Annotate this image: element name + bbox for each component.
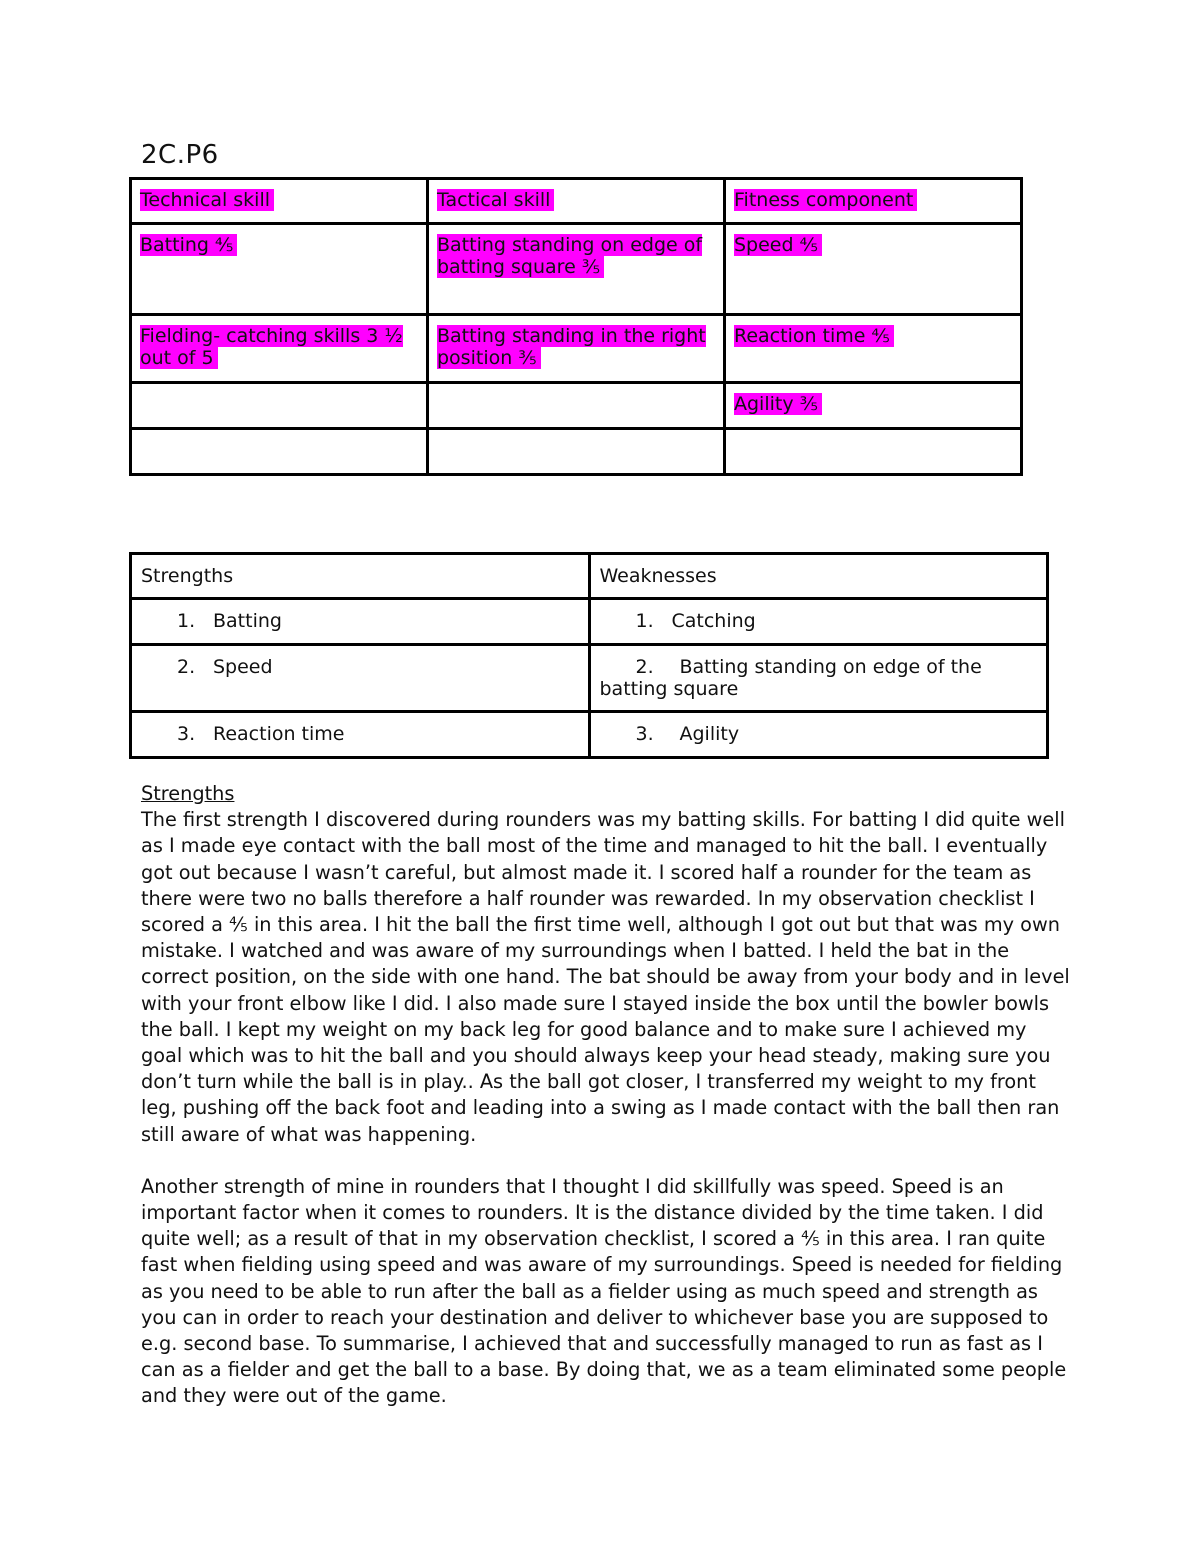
table-cell: Reaction time ⅘ xyxy=(725,315,1022,383)
strength-item: 3. Reaction time xyxy=(131,712,590,758)
paragraph: The first strength I discovered during rounders was my batting skills. For batting I did quite well as I made eye contact with the ball most of the time and managed to hit the ball. I eventually got out because I wasn’t careful, but almost made it. I scored half a rounder for the team as there were two no balls therefore a half rounder was rewarded. In my observation checklist I scored a ⅘ in this area. I hit the ball the first time well, although I got out but that was my own mistake. I watched and was aware of my surroundings when I batted. I held the bat in the correct position, on the side with one hand. The bat should be away from your body and in level with your front elbow like I did. I also made sure I stayed inside the box until the bowler bowls the ball. I kept my weight on my back leg for good balance and to make sure I achieved my goal which was to hit the ball and you should always keep your head steady, making sure you don’t turn while the ball is in play.. As the ball got closer, I transferred my weight to my front leg, pushing off the back foot and leading into a swing as I made contact with the ball then ran still aware of what was happening. xyxy=(141,808,1070,1146)
strength-item: 2. Speed xyxy=(131,645,590,712)
strengths-weaknesses-table xyxy=(129,552,1049,759)
table-cell: Fielding- catching skills 3 ½ out of 5 xyxy=(131,315,428,383)
paragraph: Another strength of mine in rounders that I thought I did skillfully was speed. Speed is an important factor when it comes to rounders. It is the distance divided by the time taken. I did quite well; as a result of that in my observation checklist, I scored a ⅘ in this area. I ran quite fast when fielding using speed and was aware of my surroundings. Speed is needed for fielding as you need to be able to run after the ball as a fielder using as much speed and strength as you can in order to reach your destination and deliver to whichever base you are supposed to e.g. second base. To summarise, I achieved that and successfully managed to run as fast as I can as a fielder and get the ball to a base. By doing that, we as a team eliminated some people and they were out of the game. xyxy=(141,1174,1067,1408)
table-cell xyxy=(131,383,428,429)
table-cell: Batting standing in the right position ⅗ xyxy=(428,315,725,383)
table-row xyxy=(131,712,1048,758)
weakness-item: 1. Catching xyxy=(589,599,1048,645)
header-tactical-skill: Tactical skill xyxy=(428,179,725,224)
section-heading: Strengths xyxy=(141,782,235,805)
table-cell: Batting standing on edge of batting square ⅗ xyxy=(428,224,725,315)
table-cell xyxy=(428,383,725,429)
table-row xyxy=(131,383,1022,429)
table-cell: Batting ⅘ xyxy=(131,224,428,315)
header-weaknesses: Weaknesses xyxy=(589,554,1048,599)
table-row xyxy=(131,554,1048,599)
table-row xyxy=(131,645,1048,712)
header-fitness-component: Fitness component xyxy=(725,179,1022,224)
page-title: 2C.P6 xyxy=(141,140,219,170)
table-cell xyxy=(131,429,428,475)
header-technical-skill: Technical skill xyxy=(131,179,428,224)
table-cell xyxy=(725,429,1022,475)
skills-table xyxy=(129,177,1023,476)
table-cell xyxy=(428,429,725,475)
weakness-item: 2. Batting standing on edge of the batting square xyxy=(589,645,1048,712)
table-row xyxy=(131,599,1048,645)
table-cell: Agility ⅗ xyxy=(725,383,1022,429)
table-cell: Speed ⅘ xyxy=(725,224,1022,315)
table-row xyxy=(131,224,1022,315)
body-text xyxy=(141,781,1071,1410)
table-row xyxy=(131,429,1022,475)
header-strengths: Strengths xyxy=(131,554,590,599)
weakness-item: 3. Agility xyxy=(589,712,1048,758)
strength-item: 1. Batting xyxy=(131,599,590,645)
table-row xyxy=(131,315,1022,383)
table-row xyxy=(131,179,1022,224)
